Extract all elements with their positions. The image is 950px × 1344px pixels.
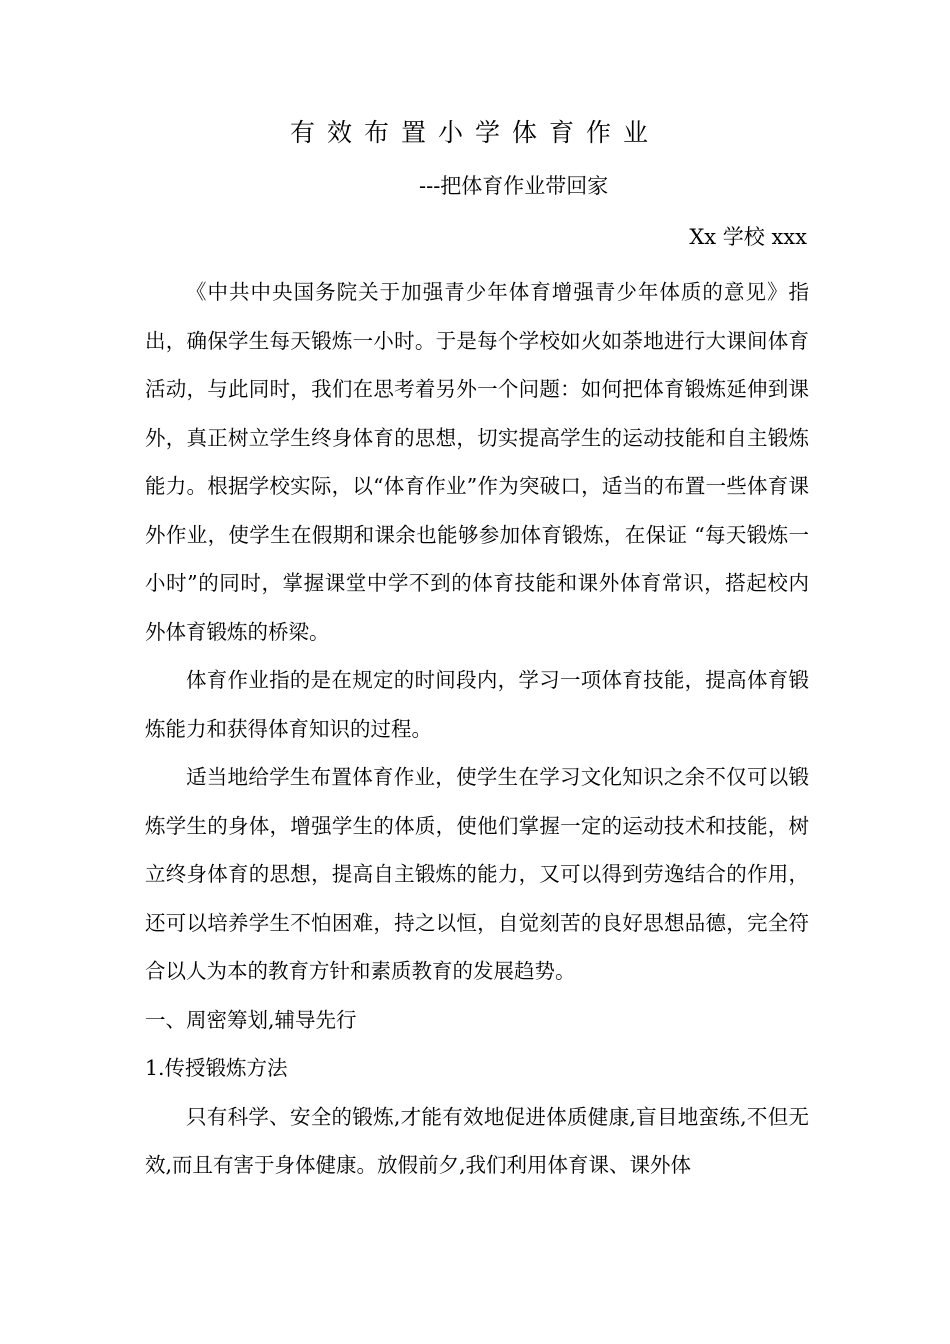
paragraph-benefits: 适当地给学生布置体育作业，使学生在学习文化知识之余不仅可以锻炼学生的身体，增强学生的体质，使他们掌握一定的运动技术和技能，树立终身体育的思想，提高自主锻炼的能力，又可以得到劳逸结合的作用，还可以培养学生不怕困难，持之以恒，自觉刻苦的良好思想品德，完全符合以人为本的教育方针和素质教育的发展趋势。 xyxy=(145,765,809,983)
document-title: 有效布置小学体育作业 xyxy=(289,118,660,147)
section-heading: 一、周密筹划,辅导先行 xyxy=(145,1007,357,1032)
document-subtitle: ---把体育作业带回家 xyxy=(419,174,609,198)
paragraph-definition: 体育作业指的是在规定的时间段内，学习一项体育技能，提高体育锻炼能力和获得体育知识的过程。 xyxy=(145,668,809,741)
document-body xyxy=(145,268,809,1190)
paragraph-methods: 只有科学、安全的锻炼,才能有效地促进体质健康,盲目地蛮练,不但无效,而且有害于身体健康。放假前夕,我们利用体育课、课外体 xyxy=(145,1104,809,1177)
subsection-heading: 1.传授锻炼方法 xyxy=(145,1056,288,1080)
paragraph-intro: 《中共中央国务院关于加强青少年体育增强青少年体质的意见》指出，确保学生每天锻炼一小时。于是每个学校如火如荼地进行大课间体育活动，与此同时，我们在思考着另外一个问题：如何把体育锻炼延伸到课外，真正树立学生终身体育的思想，切实提高学生的运动技能和自主锻炼能力。根据学校实际，以“体育作业”作为突破口，适当的布置一些体育课外作业，使学生在假期和课余也能够参加体育锻炼，在保证 “每天锻炼一小时”的同时，掌握课堂中学不到的体育技能和课外体育常识，搭起校内外体育锻炼的桥梁。 xyxy=(145,280,809,644)
author-byline: Xx 学校 xxx xyxy=(689,225,807,249)
